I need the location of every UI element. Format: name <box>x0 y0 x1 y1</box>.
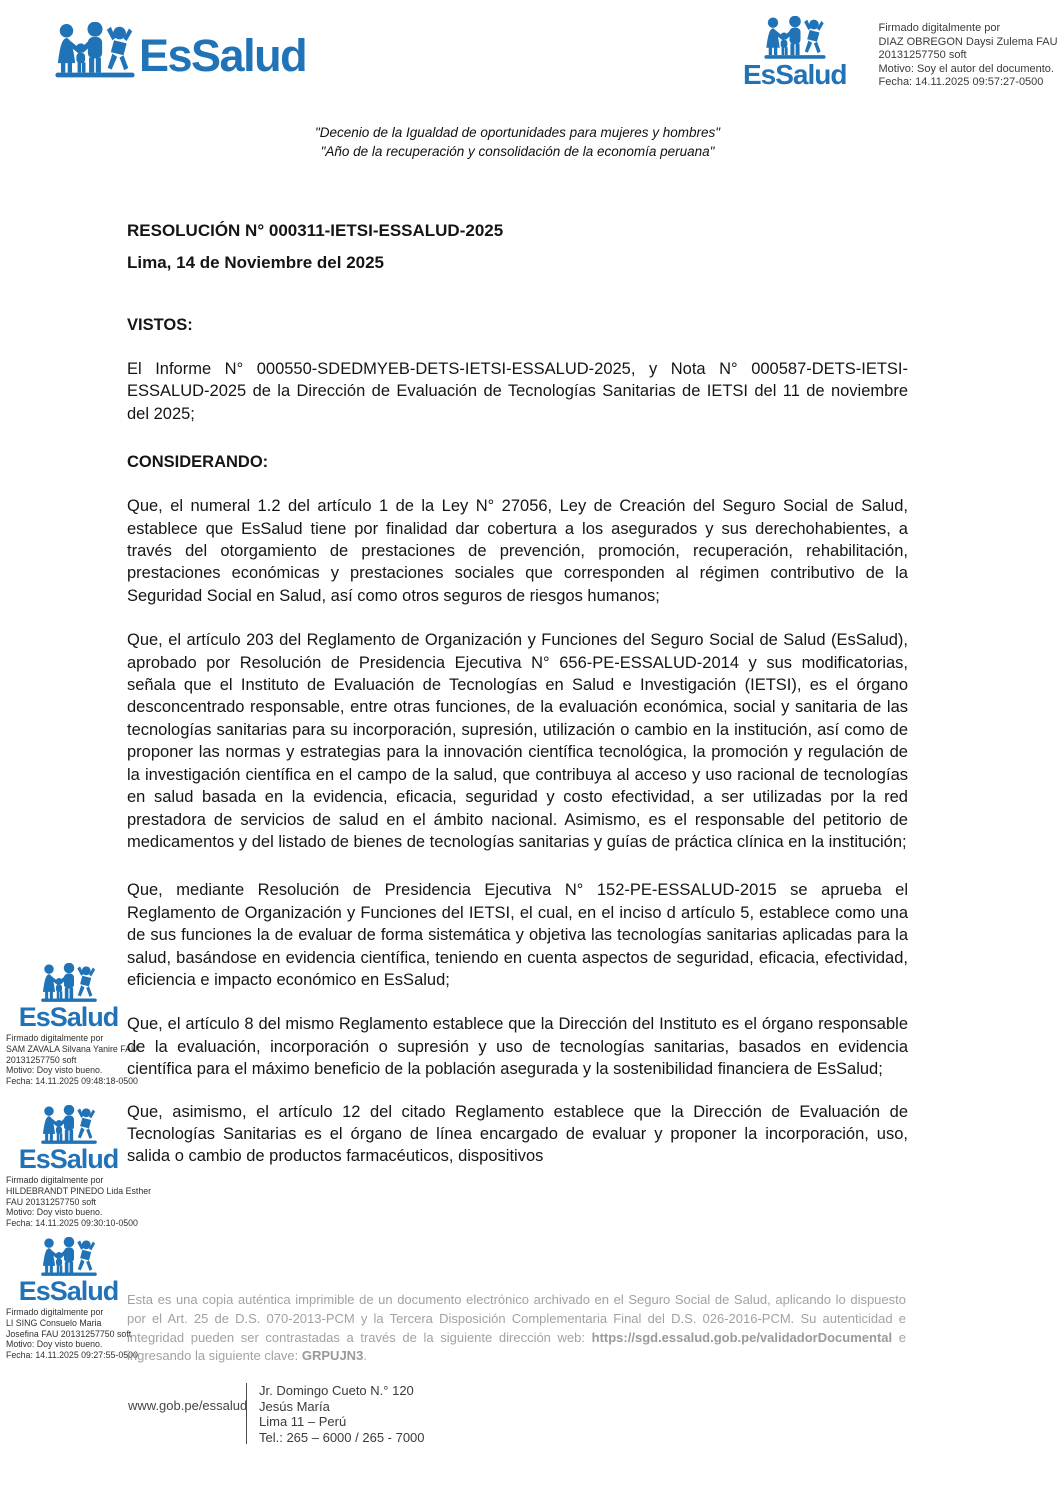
signature-line: LI SING Consuelo Maria <box>6 1317 102 1328</box>
considerando-heading: CONSIDERANDO: <box>127 453 269 472</box>
signature-line: Fecha: 14.11.2025 09:48:18-0500 <box>6 1075 138 1086</box>
essalud-family-icon <box>41 1237 97 1277</box>
signature-line: DIAZ OBREGON Daysi Zulema FAU <box>878 35 1058 48</box>
essalud-family-icon <box>41 1105 97 1145</box>
vistos-paragraph: El Informe N° 000550-SDEDMYEB-DETS-IETSI-ESSALUD-2025, y Nota N° 000587-DETS-IETSI-ESSALUD-2025 de la Dirección de Evaluación de Tecnologías Sanitarias de IETSI del 11 de noviembre del 2025; <box>127 360 908 423</box>
considerando-paragraph: Que, mediante Resolución de Presidencia Ejecutiva N° 152-PE-ESSALUD-2015 se aprueba el Reglamento de Organización y Funciones del IETSI, el cual, en el inciso d artículo 5, establece como una de sus funciones la de evaluar de forma sistemática y objetiva las tecnologías sanitarias aplicadas para la salud, basándose en evidencia científica, teniendo en cuenta aspectos de seguridad, eficacia, efectividad, eficiencia e impacto económico en EsSalud; <box>127 881 908 989</box>
essalud-logo-small <box>743 16 846 89</box>
digital-signature-stamp <box>6 1105 152 1228</box>
signature-line: SAM ZAVALA Silvana Yanire FAU <box>6 1043 138 1054</box>
essalud-logo-small <box>6 1237 131 1305</box>
considerando-paragraph: Que, el numeral 1.2 del artículo 1 de la Ley N° 27056, Ley de Creación del Seguro Social de Salud, establece que EsSalud tiene por finalidad dar cobertura a los asegurados y sus derechohabientes, a través del otorgamiento de prestaciones de prevención, promoción, recuperación, rehabilitación, prestaciones económicas y prestaciones sociales que corresponden al régimen contributivo de la Seguridad Social en Salud, así como otros seguros de riesgos humanos; <box>127 497 908 605</box>
signature-line: Motivo: Doy visto bueno. <box>6 1339 103 1350</box>
disclaimer-text: e ingresando la siguiente clave: <box>127 1329 907 1364</box>
essalud-wordmark: EsSalud <box>18 1144 119 1174</box>
signature-line: Josefina FAU 20131257750 soft <box>6 1328 132 1339</box>
footer-address <box>259 1383 425 1445</box>
address-line: Lima 11 – Perú <box>259 1414 347 1429</box>
signature-line: Firmado digitalmente por <box>6 1175 104 1186</box>
author-signature-stamp <box>743 16 1058 90</box>
essalud-family-icon <box>764 16 826 60</box>
document-body <box>127 220 908 1168</box>
essalud-wordmark: EsSalud <box>139 30 307 81</box>
quote-line: "Año de la recuperación y consolidación de la economía peruana" <box>320 144 715 159</box>
signature-line: Firmado digitalmente por <box>6 1307 104 1318</box>
essalud-family-icon <box>41 963 97 1003</box>
essalud-logo-small <box>6 963 131 1031</box>
address-line: Jr. Domingo Cueto N.° 120 <box>259 1383 414 1398</box>
resolution-date: Lima, 14 de Noviembre del 2025 <box>127 253 385 272</box>
footer-divider <box>246 1383 247 1444</box>
essalud-family-icon <box>55 22 135 79</box>
considerando-paragraph: Que, el artículo 8 del mismo Reglamento establece que la Dirección del Instituto es el órgano responsable de la evaluación, incorporación o supresión y uso de tecnologías sanitarias, basados en evidencia científica para el máximo beneficio de la población asegurada y la sostenibilidad financiera de EsSalud; <box>127 1015 908 1079</box>
quote-line: "Decenio de la Igualdad de oportunidades para mujeres y hombres" <box>314 125 721 140</box>
disclaimer-text: . <box>363 1348 367 1364</box>
essalud-wordmark: EsSalud <box>18 1276 119 1306</box>
signature-details <box>6 1307 138 1360</box>
essalud-wordmark: EsSalud <box>18 1002 119 1032</box>
resolution-title: RESOLUCIÓN N° 000311-IETSI-ESSALUD-2025 <box>127 221 504 240</box>
signature-line: HILDEBRANDT PINEDO Lida Esther <box>6 1185 152 1196</box>
signature-details <box>878 22 1057 90</box>
signature-line: 20131257750 soft <box>6 1054 77 1065</box>
digital-signature-stamp <box>6 963 138 1086</box>
disclaimer-text: Esta es una copia auténtica imprimible de un documento electrónico archivado en el Seguro Social de Salud, aplicando lo dispuesto por el Art. 25 de D.S. 070-2013-PCM y la Tercera Disposición Complementaria Final del D.S. 026-2016-PCM. Su autenticidad e integridad pueden ser contrastadas a través de la siguiente dirección web: <box>127 1292 906 1345</box>
essalud-logo <box>55 22 306 79</box>
footer-website: www.gob.pe/essalud <box>128 1398 248 1413</box>
signature-line: FAU 20131257750 soft <box>6 1196 96 1207</box>
validator-url: https://sgd.essalud.gob.pe/validadorDocumental <box>591 1329 893 1345</box>
address-line: Jesús María <box>259 1398 330 1414</box>
signature-line: Firmado digitalmente por <box>6 1033 104 1044</box>
authenticity-disclaimer <box>127 1291 906 1366</box>
signature-line: Motivo: Soy el autor del documento. <box>878 62 1054 75</box>
vistos-heading: VISTOS: <box>127 316 193 334</box>
header-quotes <box>127 123 908 161</box>
signature-line: Fecha: 14.11.2025 09:30:10-0500 <box>6 1217 138 1228</box>
address-line: Tel.: 265 – 6000 / 265 - 7000 <box>259 1429 425 1445</box>
considerando-paragraph: Que, asimismo, el artículo 12 del citado Reglamento establece que la Dirección de Evaluación de Tecnologías Sanitarias es el órgano de línea encargado de evaluar y proponer la incorporación, uso, salida o cambio de productos farmacéuticos, dispositivos <box>127 1102 908 1166</box>
signature-line: Motivo: Doy visto bueno. <box>6 1065 103 1076</box>
essalud-wordmark: EsSalud <box>743 59 847 90</box>
validator-key: GRPUJN3 <box>301 1348 364 1364</box>
signature-details <box>6 1033 138 1086</box>
digital-signature-stamp <box>6 1237 138 1360</box>
essalud-logo-small <box>6 1105 131 1173</box>
signature-line: Firmado digitalmente por <box>878 22 1001 34</box>
signature-line: Fecha: 14.11.2025 09:57:27-0500 <box>878 76 1044 88</box>
signature-line: 20131257750 soft <box>878 49 967 61</box>
signature-line: Fecha: 14.11.2025 09:27:55-0500 <box>6 1349 138 1360</box>
signature-details <box>6 1175 152 1228</box>
signature-line: Motivo: Doy visto bueno. <box>6 1207 103 1218</box>
considerando-paragraph: Que, el artículo 203 del Reglamento de Organización y Funciones del Seguro Social de Salud (EsSalud), aprobado por Resolución de Presidencia Ejecutiva N° 656-PE-ESSALUD-2014 y sus modificatorias, señala que el Instituto de Evaluación de Tecnologías en Salud e Investigación (IETSI), es el órgano desconcentrado responsable, entre otras funciones, de la evaluación económica, social y sanitaria de las tecnologías sanitarias para su incorporación, supresión, utilización o cambio en la institución, así como de proponer las normas y estrategias para la innovación científica tecnológica, la promoción y regulación de la investigación científica en el campo de la salud, que contribuya al acceso y uso racional de tecnologías en salud basada en la evidencia, eficacia, seguridad y costo efectividad, a ser utilizadas por la red prestadora de servicios de salud en el ámbito nacional. Asimismo, es el responsable del petitorio de medicamentos y del listado de bienes de tecnologías sanitarias y guías de práctica clínica en la institución; <box>127 631 908 851</box>
